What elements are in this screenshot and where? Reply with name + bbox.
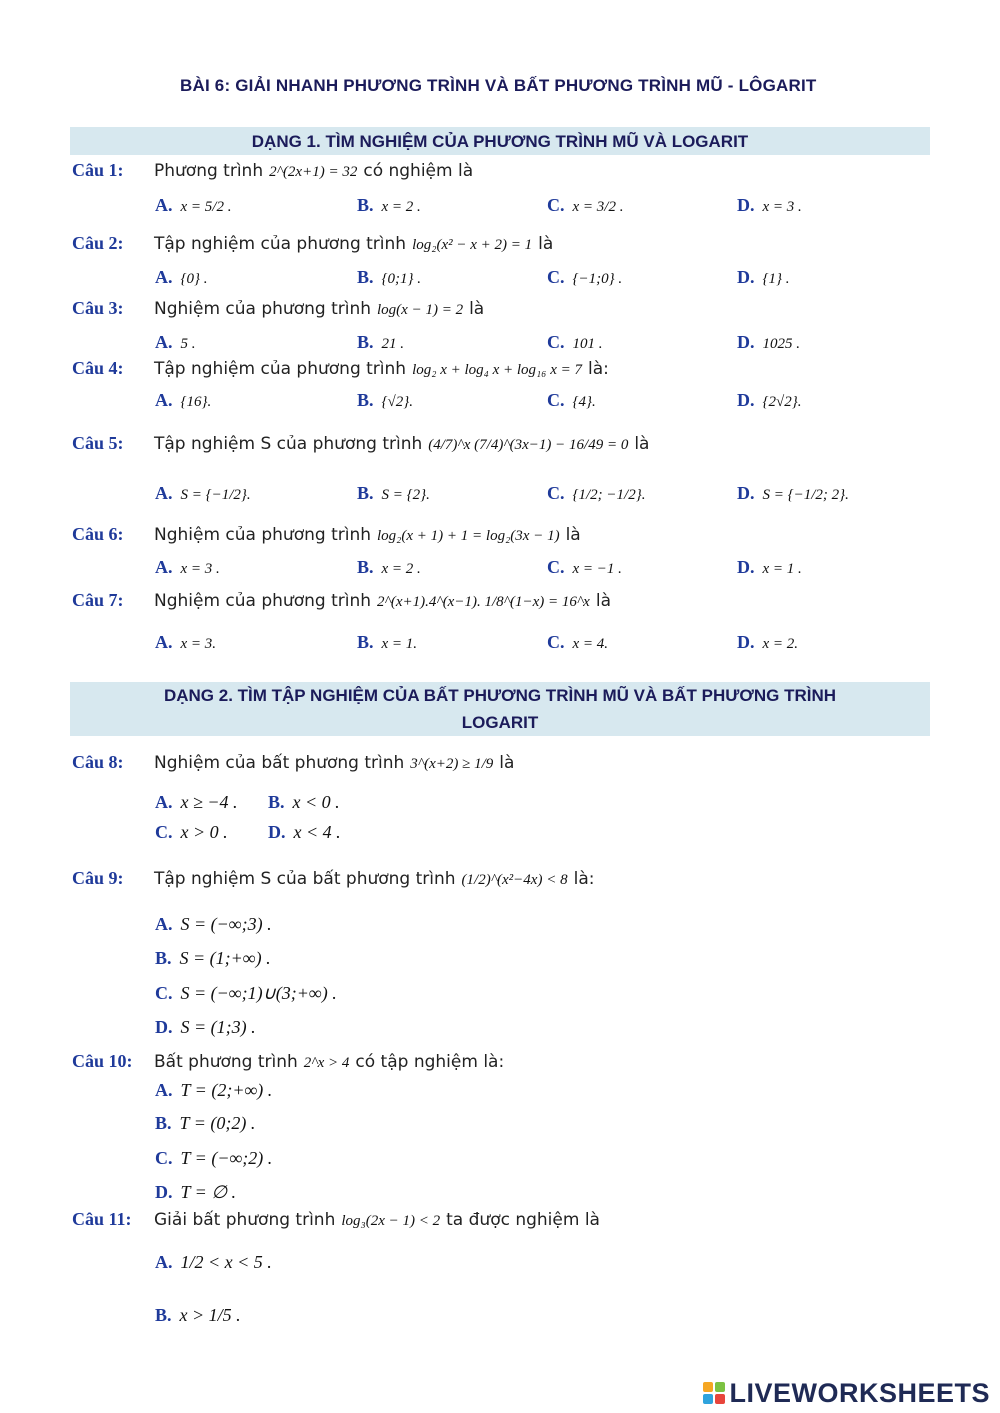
answer-option[interactable] <box>737 267 790 288</box>
option-value: T = ∅ . <box>180 1182 237 1202</box>
option-letter: A. <box>155 390 173 410</box>
option-letter: D. <box>737 557 755 577</box>
option-value: S = (1;+∞) . <box>179 948 271 968</box>
option-letter: A. <box>155 1080 173 1100</box>
question-prompt: Phương trình <box>154 161 264 181</box>
question-label: Câu 11: <box>72 1209 132 1229</box>
question-label: Câu 6: <box>72 524 124 544</box>
liveworksheets-logo-icon <box>703 1382 725 1404</box>
question-row <box>72 433 649 454</box>
question-prompt: Nghiệm của phương trình <box>154 591 372 611</box>
option-letter: D. <box>737 483 755 503</box>
question-label: Câu 8: <box>72 752 124 772</box>
answer-option[interactable] <box>547 332 603 353</box>
answer-option[interactable] <box>268 792 340 813</box>
question-suffix: ta được nghiệm là <box>446 1210 600 1230</box>
question-formula: log₃(2x − 1) < 2 <box>341 1213 441 1229</box>
question-row <box>72 868 594 889</box>
option-value: x = 1. <box>381 636 418 652</box>
question-formula: log₂(x² − x + 2) = 1 <box>412 237 533 253</box>
option-value: S = {2}. <box>381 487 430 503</box>
question-label: Câu 2: <box>72 233 124 253</box>
answer-option[interactable] <box>268 822 341 843</box>
option-value: x = 2 . <box>381 199 421 215</box>
option-letter: A. <box>155 483 173 503</box>
question-prompt: Nghiệm của phương trình <box>154 299 372 319</box>
option-value: S = (1;3) . <box>180 1017 256 1037</box>
option-letter: C. <box>547 267 565 287</box>
option-letter: B. <box>357 267 374 287</box>
answer-option[interactable] <box>737 557 802 578</box>
option-value: x = 2. <box>762 636 799 652</box>
option-value: {0} . <box>180 271 208 287</box>
option-value: x = 3/2 . <box>572 199 624 215</box>
answer-option[interactable] <box>357 390 413 411</box>
option-letter: A. <box>155 195 173 215</box>
question-formula: log₂(x + 1) + 1 = log₂(3x − 1) <box>377 528 560 544</box>
question-suffix: là <box>565 525 581 545</box>
option-letter: D. <box>737 632 755 652</box>
section-2-heading <box>70 682 930 736</box>
option-value: {1/2; −1/2}. <box>572 487 646 503</box>
liveworksheets-logo <box>703 1378 990 1408</box>
option-letter: A. <box>155 332 173 352</box>
option-letter: C. <box>155 822 173 842</box>
question-prompt: Bất phương trình <box>154 1052 298 1072</box>
option-letter: C. <box>547 557 565 577</box>
option-letter: C. <box>547 195 565 215</box>
option-value: x < 4 . <box>293 822 341 842</box>
question-formula: 2^(2x+1) = 32 <box>269 164 358 180</box>
answer-option[interactable] <box>357 632 417 653</box>
answer-option[interactable] <box>155 267 208 288</box>
option-value: x = 5/2 . <box>180 199 232 215</box>
option-value: x = −1 . <box>572 561 622 577</box>
question-row <box>72 160 473 181</box>
answer-option[interactable] <box>737 332 800 353</box>
question-prompt: Nghiệm của phương trình <box>154 525 372 545</box>
option-letter: D. <box>268 822 286 842</box>
option-value: x > 0 . <box>180 822 228 842</box>
answer-option[interactable] <box>155 1148 272 1169</box>
answer-option[interactable] <box>155 948 271 969</box>
answer-option[interactable] <box>737 195 802 216</box>
question-label: Câu 5: <box>72 433 124 453</box>
option-letter: D. <box>155 1182 173 1202</box>
question-row <box>72 1051 504 1072</box>
option-value: {2√2}. <box>762 394 802 410</box>
option-letter: C. <box>547 332 565 352</box>
answer-option[interactable] <box>155 195 231 216</box>
option-value: 5 . <box>180 336 196 352</box>
liveworksheets-wordmark: LIVEWORKSHEETS <box>729 1377 990 1408</box>
answer-option[interactable] <box>155 792 238 813</box>
option-value: S = (−∞;3) . <box>180 914 272 934</box>
question-formula: log(x − 1) = 2 <box>377 302 464 318</box>
answer-option[interactable] <box>155 914 272 935</box>
question-row <box>72 752 514 773</box>
option-letter: A. <box>155 267 173 287</box>
question-suffix: là <box>634 434 650 454</box>
option-letter: D. <box>737 195 755 215</box>
question-row <box>72 524 581 545</box>
option-letter: B. <box>155 1113 172 1133</box>
question-suffix: là <box>469 299 485 319</box>
answer-option[interactable] <box>547 195 623 216</box>
option-letter: B. <box>268 792 285 812</box>
option-letter: A. <box>155 557 173 577</box>
option-letter: D. <box>155 1017 173 1037</box>
option-value: x = 1 . <box>762 561 802 577</box>
option-value: T = (0;2) . <box>179 1113 256 1133</box>
question-suffix: là <box>499 753 515 773</box>
answer-option[interactable] <box>155 390 211 411</box>
option-letter: B. <box>357 483 374 503</box>
option-letter: D. <box>737 390 755 410</box>
question-prompt: Giải bất phương trình <box>154 1210 336 1230</box>
question-row <box>72 1209 600 1230</box>
question-label: Câu 4: <box>72 358 124 378</box>
option-value: {√2}. <box>381 394 413 410</box>
option-value: {1} . <box>762 271 790 287</box>
answer-option[interactable] <box>155 483 251 504</box>
option-value: {−1;0} . <box>572 271 623 287</box>
answer-option[interactable] <box>155 1182 236 1203</box>
option-letter: B. <box>357 195 374 215</box>
question-prompt: Nghiệm của bất phương trình <box>154 753 405 773</box>
answer-option[interactable] <box>155 1113 255 1134</box>
question-suffix: có nghiệm là <box>363 161 474 181</box>
question-prompt: Tập nghiệm của phương trình <box>154 234 407 254</box>
option-letter: C. <box>155 983 173 1003</box>
answer-option[interactable] <box>737 390 801 411</box>
question-suffix: có tập nghiệm là: <box>355 1052 505 1072</box>
answer-option[interactable] <box>155 332 196 353</box>
answer-option[interactable] <box>155 1080 272 1101</box>
option-value: T = (2;+∞) . <box>180 1080 273 1100</box>
answer-option[interactable] <box>155 557 220 578</box>
question-suffix: là <box>595 591 611 611</box>
question-formula: (4/7)^x (7/4)^(3x−1) − 16/49 = 0 <box>428 437 629 453</box>
option-letter: A. <box>155 1252 173 1272</box>
question-label: Câu 3: <box>72 298 124 318</box>
page-title: BÀI 6: GIẢI NHANH PHƯƠNG TRÌNH VÀ BẤT PHƯƠNG TRÌNH MŨ - LÔGARIT <box>180 76 817 95</box>
section-1-heading: DẠNG 1. TÌM NGHIỆM CỦA PHƯƠNG TRÌNH MŨ VÀ LOGARIT <box>70 127 930 155</box>
option-value: 1/2 < x < 5 . <box>180 1252 272 1272</box>
option-value: x = 4. <box>572 636 609 652</box>
option-letter: B. <box>357 332 374 352</box>
option-letter: D. <box>737 267 755 287</box>
question-label: Câu 7: <box>72 590 124 610</box>
answer-option[interactable] <box>155 983 337 1004</box>
option-value: x = 3 . <box>762 199 802 215</box>
option-value: 101 . <box>572 336 603 352</box>
option-value: {16}. <box>180 394 212 410</box>
answer-option[interactable] <box>155 1252 272 1273</box>
answer-option[interactable] <box>357 332 404 353</box>
answer-option[interactable] <box>737 632 798 653</box>
answer-option[interactable] <box>547 390 596 411</box>
option-value: x ≥ −4 . <box>180 792 238 812</box>
question-row <box>72 298 484 319</box>
option-value: S = {−1/2}. <box>180 487 251 503</box>
option-letter: A. <box>155 792 173 812</box>
question-formula: log₂ x + log₄ x + log₁₆ x = 7 <box>412 362 583 378</box>
answer-option[interactable] <box>155 632 216 653</box>
option-letter: B. <box>357 557 374 577</box>
option-value: T = (−∞;2) . <box>180 1148 273 1168</box>
option-value: 1025 . <box>762 336 800 352</box>
question-prompt: Tập nghiệm S của bất phương trình <box>154 869 456 889</box>
option-letter: D. <box>737 332 755 352</box>
answer-option[interactable] <box>155 1017 256 1038</box>
option-value: S = (−∞;1)∪(3;+∞) . <box>180 983 337 1003</box>
option-letter: A. <box>155 632 173 652</box>
answer-option[interactable] <box>357 267 421 288</box>
answer-option[interactable] <box>155 1305 241 1326</box>
question-label: Câu 1: <box>72 160 124 180</box>
question-formula: (1/2)^(x²−4x) < 8 <box>461 872 568 888</box>
question-prompt: Tập nghiệm S của phương trình <box>154 434 423 454</box>
option-letter: A. <box>155 914 173 934</box>
option-letter: B. <box>357 390 374 410</box>
option-value: x > 1/5 . <box>179 1305 241 1325</box>
answer-option[interactable] <box>547 632 608 653</box>
section-2-heading-line1: DẠNG 2. TÌM TẬP NGHIỆM CỦA BẤT PHƯƠNG TRÌNH MŨ VÀ BẤT PHƯƠNG TRÌNH <box>163 686 837 705</box>
option-value: x = 3 . <box>180 561 220 577</box>
question-prompt: Tập nghiệm của phương trình <box>154 359 407 379</box>
answer-option[interactable] <box>737 483 849 504</box>
answer-option[interactable] <box>547 483 645 504</box>
option-value: x < 0 . <box>292 792 340 812</box>
option-letter: B. <box>357 632 374 652</box>
option-value: x = 2 . <box>381 561 421 577</box>
question-suffix: là: <box>573 869 595 889</box>
question-formula: 2^x > 4 <box>303 1055 350 1071</box>
question-formula: 3^(x+2) ≥ 1/9 <box>410 756 494 772</box>
option-letter: C. <box>547 632 565 652</box>
question-row <box>72 590 611 611</box>
option-letter: C. <box>547 390 565 410</box>
option-value: {0;1} . <box>381 271 422 287</box>
question-row <box>72 358 609 379</box>
question-label: Câu 9: <box>72 868 124 888</box>
option-letter: B. <box>155 1305 172 1325</box>
answer-option[interactable] <box>547 267 622 288</box>
answer-option[interactable] <box>357 195 421 216</box>
question-suffix: là <box>538 234 554 254</box>
option-value: 21 . <box>381 336 405 352</box>
question-formula: 2^(x+1).4^(x−1). 1/8^(1−x) = 16^x <box>377 594 590 610</box>
question-suffix: là: <box>588 359 609 379</box>
option-letter: B. <box>155 948 172 968</box>
answer-option[interactable] <box>357 557 421 578</box>
option-value: S = {−1/2; 2}. <box>762 487 849 503</box>
option-letter: C. <box>547 483 565 503</box>
question-label: Câu 10: <box>72 1051 133 1071</box>
question-row <box>72 233 553 254</box>
answer-option[interactable] <box>547 557 622 578</box>
option-value: {4}. <box>572 394 596 410</box>
answer-option[interactable] <box>155 822 228 843</box>
option-value: x = 3. <box>180 636 217 652</box>
answer-option[interactable] <box>357 483 430 504</box>
option-letter: C. <box>155 1148 173 1168</box>
section-2-heading-line2: LOGARIT <box>461 713 539 732</box>
